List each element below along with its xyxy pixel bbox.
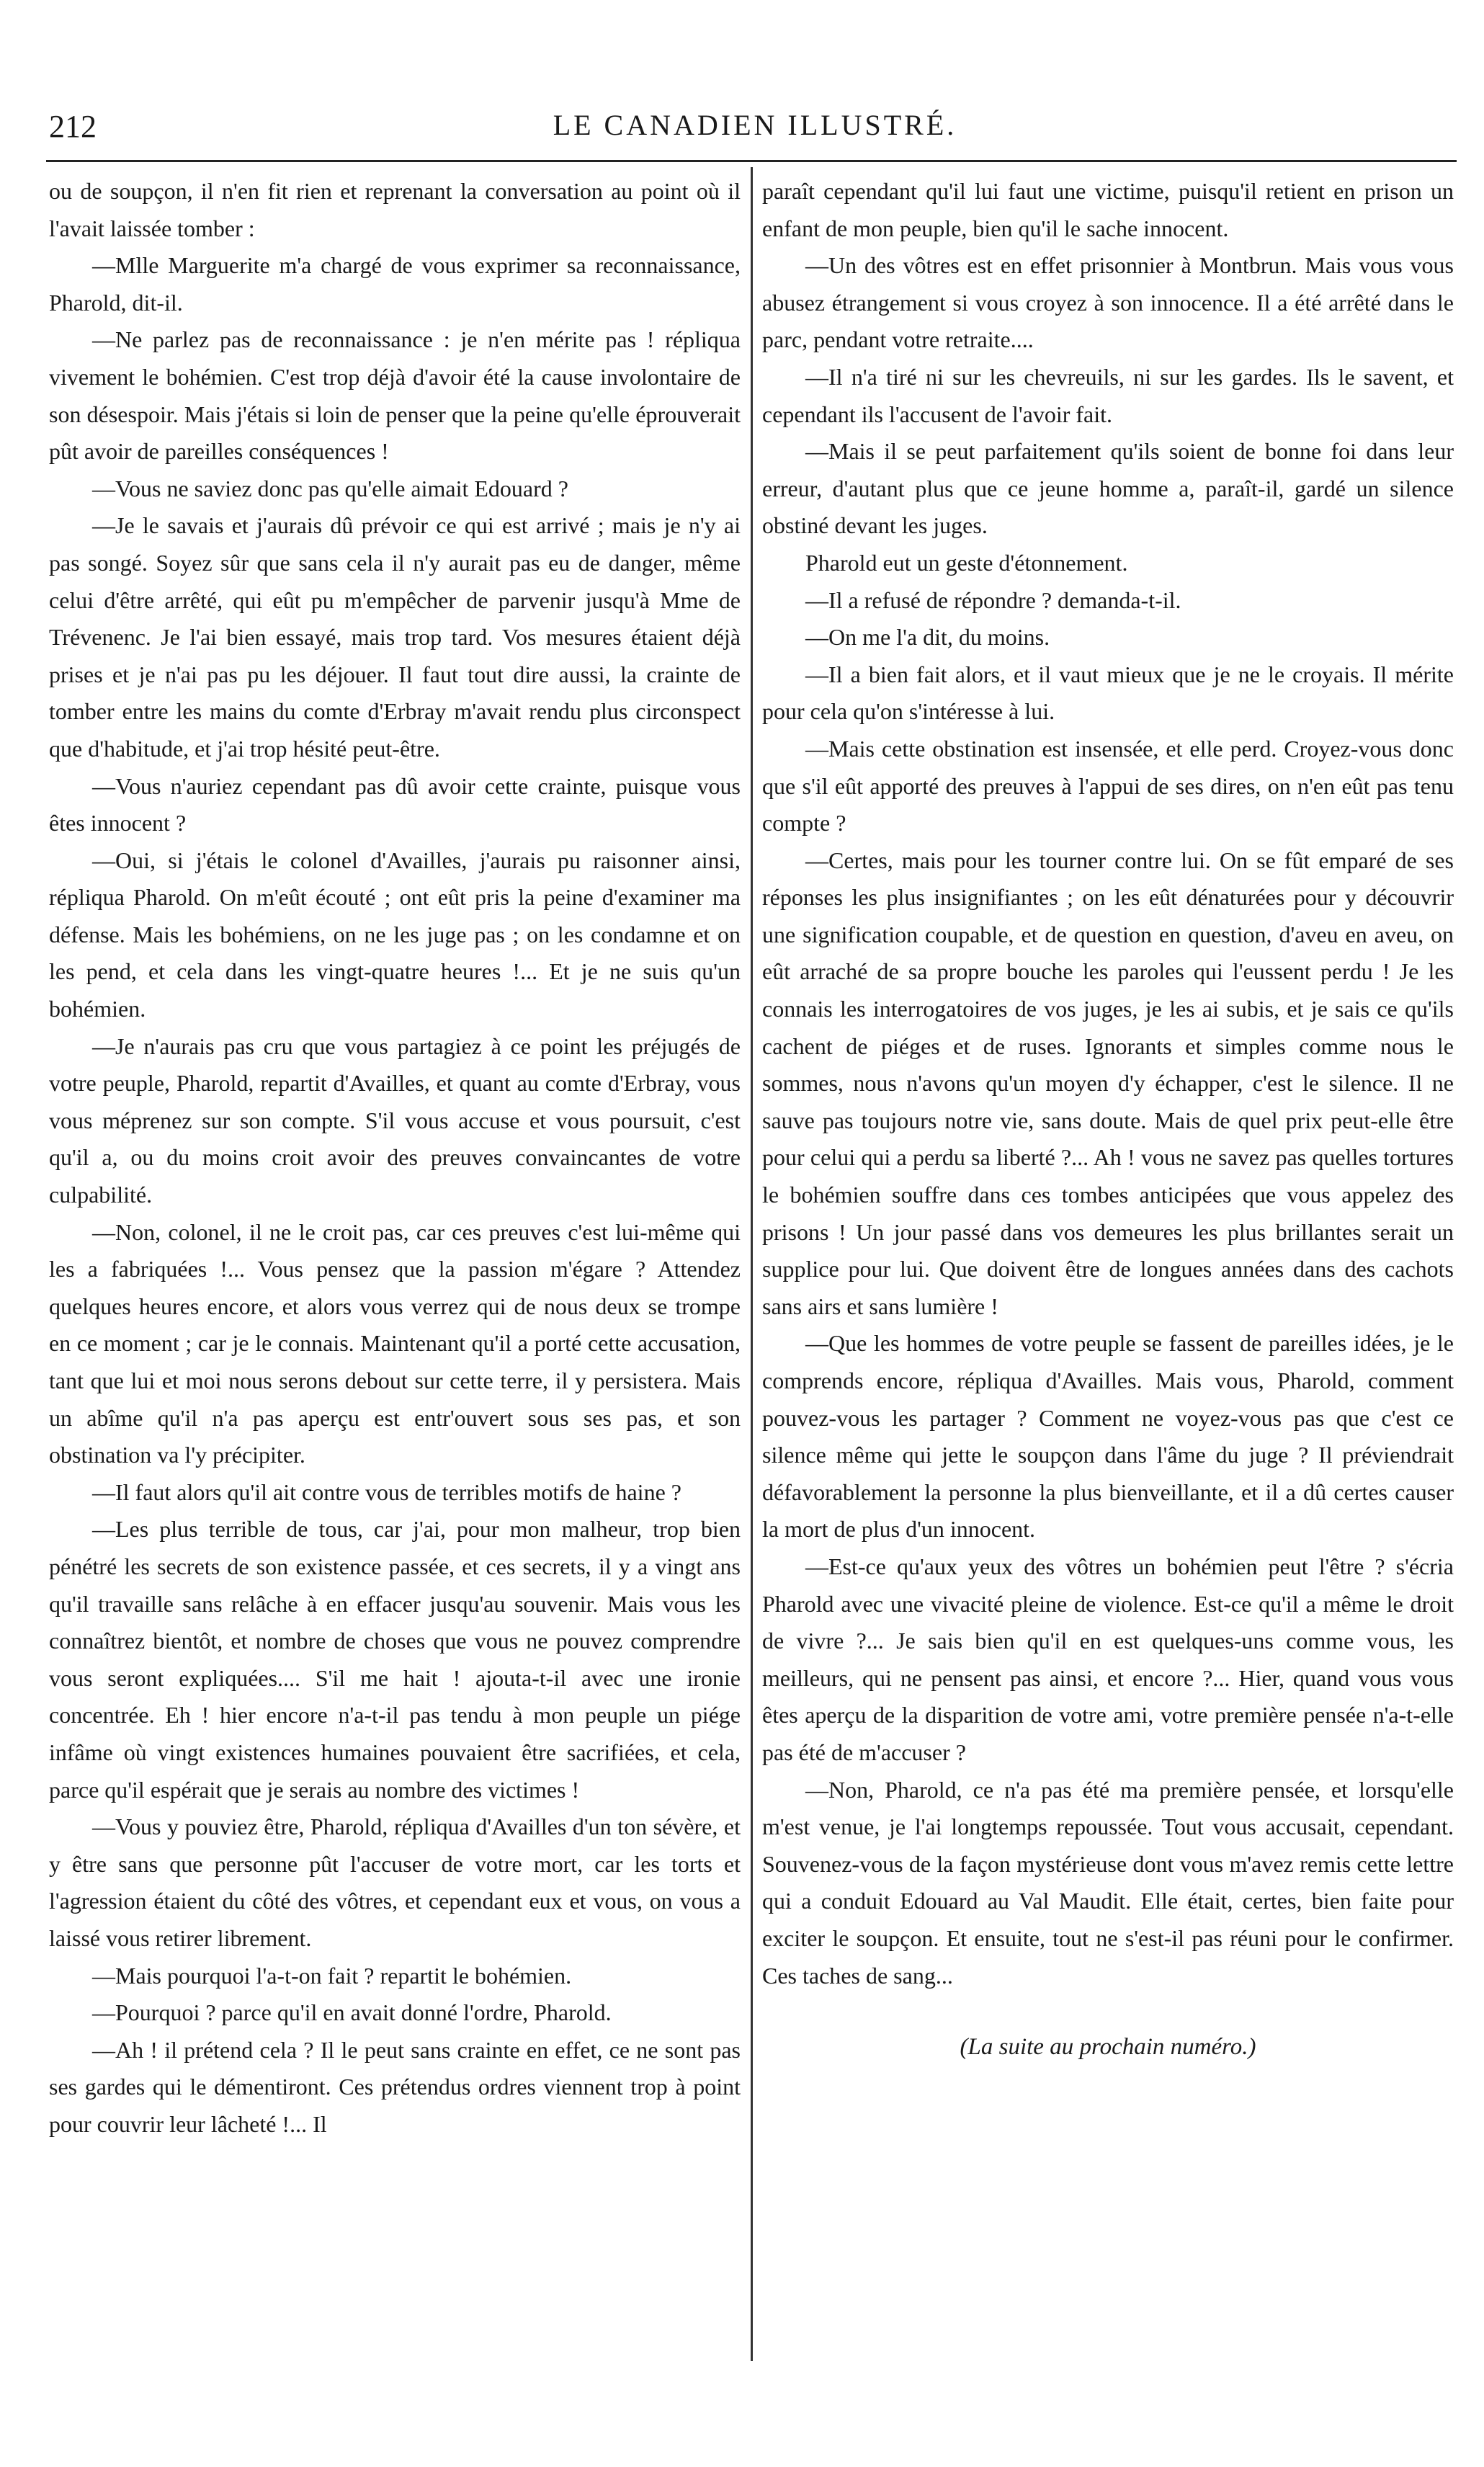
paragraph: —Vous y pouviez être, Pharold, répliqua d'Availles d'un ton sévère, et y être sans que personne pût l'accuser de votre mort, car les torts et l'agression étaient du côté des vôtres, et cependant eux et vous, on vous a laissé vous retirer librement. — [49, 1814, 741, 1951]
paragraph: —Il n'a tiré ni sur les chevreuils, ni sur les gardes. Ils le savent, et cependant ils l'accusent de l'avoir fait. — [762, 363, 1454, 427]
paragraph: ou de soupçon, il n'en fit rien et reprenant la conversation au point où il l'avait laissée tomber : — [49, 178, 741, 241]
paragraph: —Je le savais et j'aurais dû prévoir ce qui est arrivé ; mais je n'y ai pas songé. Soyez sûr que sans cela il n'y aurait pas eu de danger, même celui d'être arrêté, qui eût pu m'empêcher de parvenir jusqu'à Mme de Trévenenc. Je l'ai bien essayé, mais trop tard. Vos mesures étaient déjà prises et je n'ai pas pu les déjouer. Il faut tout dire aussi, la crainte de tomber entre les mains du comte d'Erbray m'avait rendu plus circonspect que d'habitude, et j'ai trop hésité peut-être. — [49, 512, 741, 762]
paragraph: —Mais il se peut parfaitement qu'ils soient de bonne foi dans leur erreur, d'autant plus que ce jeune homme a, paraît-il, gardé un silence obstiné devant les juges. — [762, 438, 1454, 539]
paragraph: —Mlle Marguerite m'a chargé de vous exprimer sa reconnaissance, Pharold, dit-il. — [49, 252, 741, 316]
paragraph: —Les plus terrible de tous, car j'ai, pour mon malheur, trop bien pénétré les secrets de son existence passée, et ces secrets, il y a vingt ans qu'il travaille sans relâche à en effacer jusqu'au souvenir. Mais vous les connaîtrez bientôt, et nombre de choses que vous ne pouvez comprendre vous seront expliquées.... S'il me hait ! ajouta-t-il avec une ironie concentrée. Eh ! hier encore n'a-t-il pas tendu à mon peuple un piége infâme où vingt existences humaines pouvaient être sacrifiées, et cela, parce qu'il espérait que je serais au nombre des victimes ! — [49, 1516, 741, 1803]
paragraph: —Vous n'auriez cependant pas dû avoir cette crainte, puisque vous êtes innocent ? — [49, 772, 741, 837]
paragraph: —Vous ne saviez donc pas qu'elle aimait Edouard ? — [92, 475, 568, 501]
column-divider — [751, 167, 753, 2361]
paragraph: —Est-ce qu'aux yeux des vôtres un bohémien peut l'être ? s'écria Pharold avec une vivacité pleine de violence. Est-ce qu'il a même le droit de vivre ?... Je sais bien qu'il en est quelques-uns comme vous, les meilleurs, qui ne pensent pas ainsi, et encore ?... Hier, quand vous vous êtes aperçu de la disparition de votre ami, votre première pensée n'a-t-elle pas été de m'accuser ? — [762, 1553, 1454, 1765]
right-column — [762, 173, 1454, 2066]
paragraph: Pharold eut un geste d'étonnement. — [805, 549, 1128, 576]
page-header — [49, 108, 1461, 159]
paragraph: paraît cependant qu'il lui faut une victime, puisqu'il retient en prison un enfant de mon peuple, bien qu'il le sache innocent. — [762, 178, 1454, 241]
left-column — [49, 173, 741, 2143]
paragraph: —Ne parlez pas de reconnaissance : je n'en mérite pas ! répliqua vivement le bohémien. C'est trop déjà d'avoir été la cause involontaire de son désespoir. Mais j'étais si loin de penser que la peine qu'elle éprouverait pût avoir de pareilles conséquences ! — [49, 326, 741, 465]
paragraph: —Je n'aurais pas cru que vous partagiez à ce point les préjugés de votre peuple, Pharold, repartit d'Availles, et quant au comte d'Erbray, vous vous méprenez sur son compte. S'il vous accuse et vous poursuit, c'est qu'il a, ou du moins croit avoir des preuves convaincantes de votre culpabilité. — [49, 1032, 741, 1208]
header-rule — [46, 160, 1457, 162]
paragraph: —Que les hommes de votre peuple se fassent de pareilles idées, je le comprends encore, répliqua d'Availles. Mais vous, Pharold, comment pouvez-vous les partager ? Comment ne voyez-vous pas que c'est ce silence même qui jette le soupçon dans l'âme du juge ? Il préviendrait défavorablement la personne la plus bienveillante, et il a dû certes causer la mort de plus d'un innocent. — [762, 1330, 1454, 1543]
paragraph: —Mais cette obstination est insensée, et elle perd. Croyez-vous donc que s'il eût apporté des preuves à l'appui de ses dires, on n'en eût pas tenu compte ? — [762, 735, 1454, 837]
paragraph: —Non, Pharold, ce n'a pas été ma première pensée, et lorsqu'elle m'est venue, je l'ai longtemps repoussée. Tout vous accusait, cependant. Souvenez-vous de la façon mystérieuse dont vous m'avez remis cette lettre qui a conduit Edouard au Val Maudit. Elle était, certes, bien faite pour exciter le soupçon. Et ensuite, tout ne s'est-il pas réuni pour le confirmer. Ces taches de sang... — [762, 1776, 1454, 1989]
continuation-note: (La suite au prochain numéro.) — [960, 2034, 1256, 2061]
running-title: LE CANADIEN ILLUSTRÉ. — [553, 109, 957, 141]
paragraph: —On me l'a dit, du moins. — [805, 624, 1050, 651]
paragraph: —Mais pourquoi l'a-t-on fait ? repartit le bohémien. — [92, 1962, 572, 1989]
paragraph: —Non, colonel, il ne le croit pas, car ces preuves c'est lui-même qui les a fabriquées !... Vous pensez que la passion m'égare ? Attendez quelques heures encore, et alors vous verrez qui de nous deux se trompe en ce moment ; car je le connais. Maintenant qu'il a porté cette accusation, tant que lui et moi nous serons debout sur cette terre, il y persistera. Mais un abîme qu'il n'a pas aperçu est entr'ouvert sous ses pas, et son obstination va l'y précipiter. — [49, 1218, 741, 1468]
paragraph: —Il faut alors qu'il ait contre vous de terribles motifs de haine ? — [92, 1478, 681, 1505]
paragraph: —Il a refusé de répondre ? demanda-t-il. — [805, 586, 1181, 613]
paragraph: —Pourquoi ? parce qu'il en avait donné l'ordre, Pharold. — [92, 1999, 612, 2026]
paragraph: —Certes, mais pour les tourner contre lui. On se fût emparé de ses réponses les plus insignifiantes ; on les eût dénaturées pour y découvrir une signification coupable, et de question en question, d'aveu en aveu, on eût arraché de sa propre bouche les paroles qui l'eussent perdu ! Je les connais les interrogatoires de vos juges, je les ai subis, et je sais ce qu'ils cachent de piéges et de ruses. Ignorants et simples comme nous le sommes, nous n'avons qu'un moyen d'y échapper, c'est le silence. Il ne sauve pas toujours notre vie, sans doute. Mais de quel prix peut-elle être pour celui qui a perdu sa liberté ?... Ah ! vous ne savez pas quelles tortures le bohémien souffre dans ces tombes anticipées que vous appelez des prisons ! Un jour passé dans vos demeures les plus brillantes serait un supplice pour lui. Que doivent être de longues années dans des cachots sans airs et sans lumière ! — [762, 847, 1454, 1319]
paragraph: —Oui, si j'étais le colonel d'Availles, j'aurais pu raisonner ainsi, répliqua Pharold. On m'eût écouté ; ont eût pris la peine d'examiner ma défense. Mais les bohémiens, on ne les juge pas ; on les condamne et on les pend, et cela dans les vingt-quatre heures !... Et je ne suis qu'un bohémien. — [49, 847, 741, 1022]
paragraph: —Il a bien fait alors, et il vaut mieux que je ne le croyais. Il mérite pour cela qu'on s'intéresse à lui. — [762, 661, 1454, 725]
paragraph: —Ah ! il prétend cela ? Il le peut sans crainte en effet, ce ne sont pas ses gardes qui le démentiront. Ces prétendus ordres viennent trop à point pour couvrir leur lâcheté !... Il — [49, 2036, 741, 2137]
paragraph: —Un des vôtres est en effet prisonnier à Montbrun. Mais vous vous abusez étrangement si vous croyez à son innocence. Il a été arrêté dans le parc, pendant votre retraite.... — [762, 252, 1454, 353]
page-number: 212 — [49, 109, 97, 144]
